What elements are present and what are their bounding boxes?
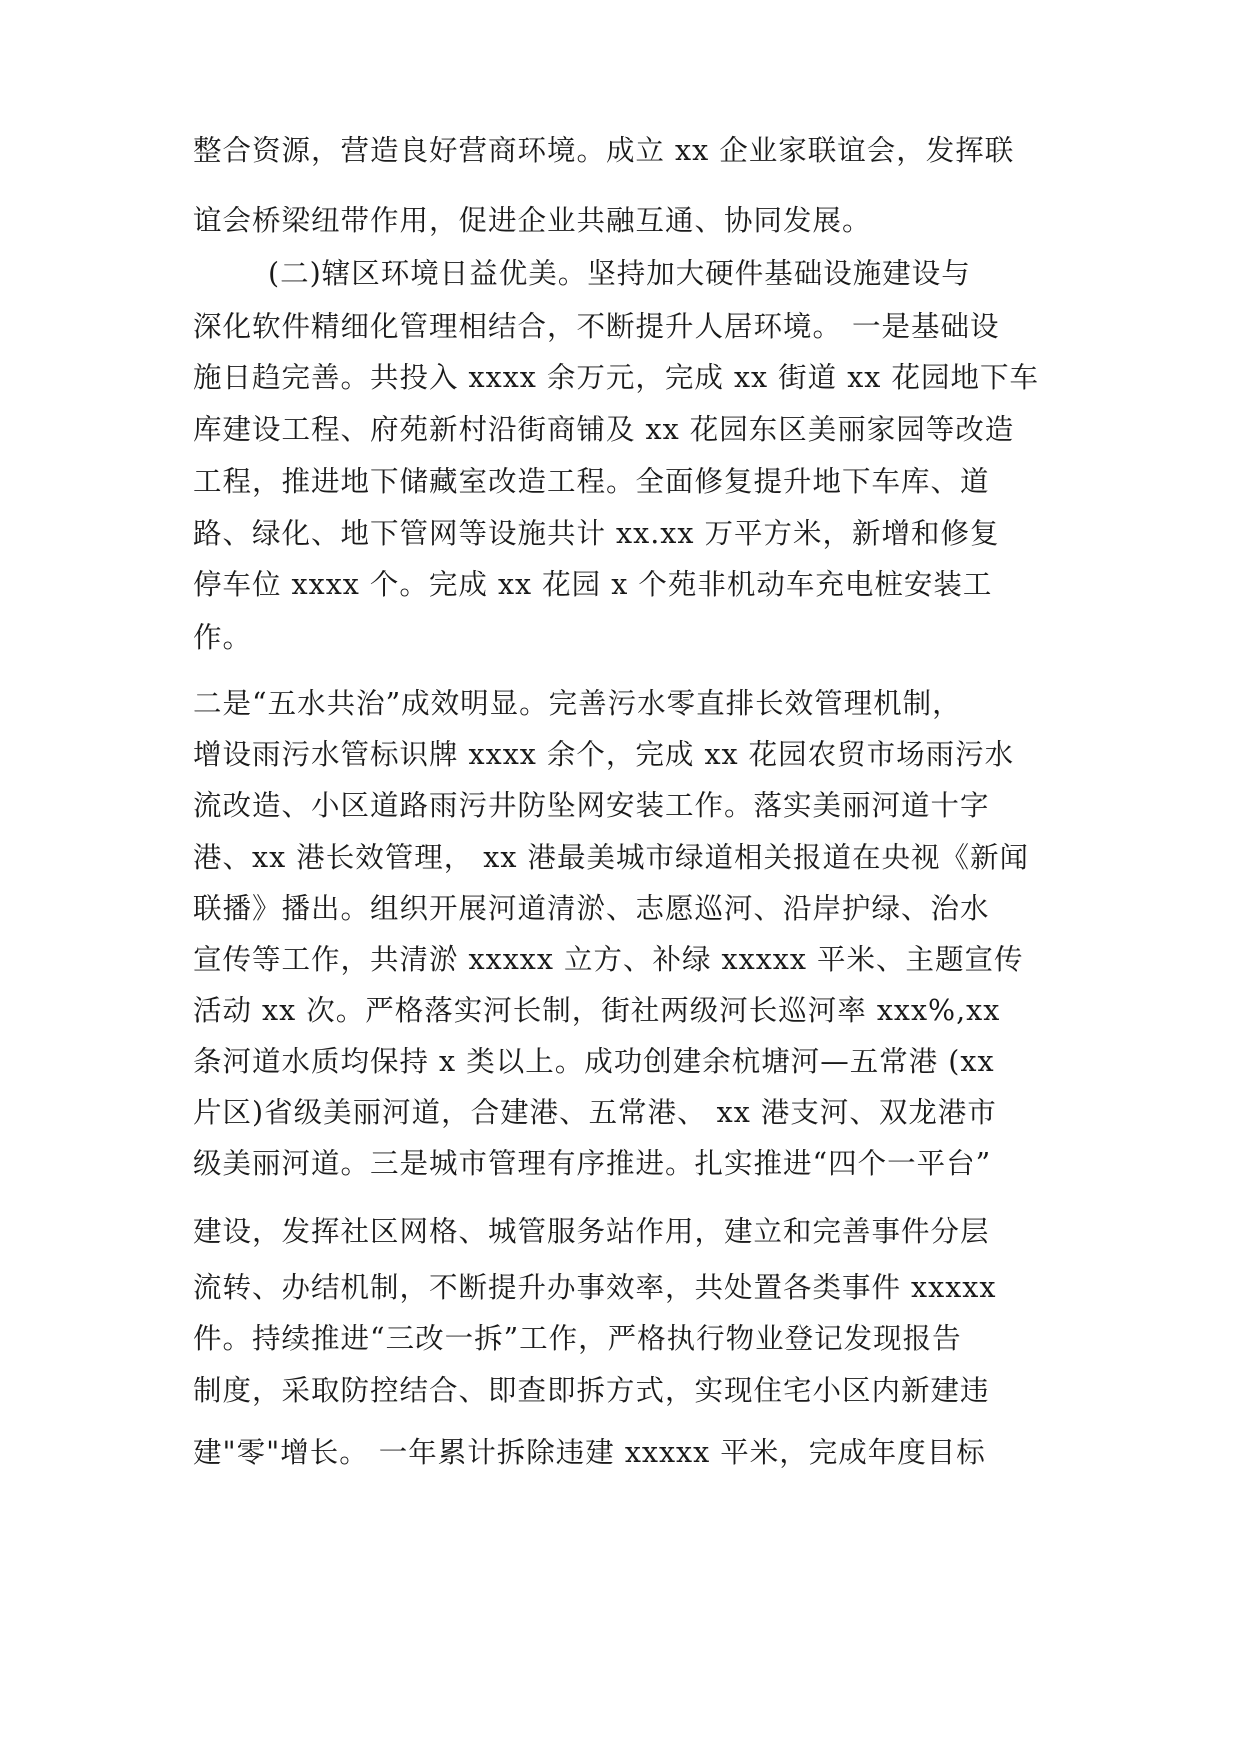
body-text-line: 活动 xx 次。严格落实河长制，街社两级河长巡河率 xxx%,xx [193, 994, 1001, 1027]
body-text-line: 建设，发挥社区网格、城管服务站作用，建立和完善事件分层 [193, 1215, 990, 1248]
body-text-line: 工程，推进地下储藏室改造工程。全面修复提升地下车库、道 [193, 465, 990, 498]
body-text-line: 路、绿化、地下管网等设施共计 xx.xx 万平方米，新增和修复 [193, 517, 1000, 550]
body-text-line: 建"零"增长。 一年累计拆除违建 xxxxx 平米，完成年度目标 [193, 1436, 986, 1469]
body-text-line: 宣传等工作，共清淤 xxxxx 立方、补绿 xxxxx 平米、主题宣传 [193, 943, 1024, 976]
body-text-line: 片区)省级美丽河道，合建港、五常港、 xx 港支河、双龙港市 [193, 1096, 997, 1129]
body-text-line: 制度，采取防控结合、即查即拆方式，实现住宅小区内新建违 [193, 1374, 990, 1407]
body-text-line: 件。持续推进“三改一拆”工作，严格执行物业登记发现报告 [193, 1322, 962, 1355]
body-text-line: 联播》播出。组织开展河道清淤、志愿巡河、沿岸护绿、治水 [193, 892, 990, 925]
body-text-line: 二是“五水共治”成效明显。完善污水零直排长效管理机制， [193, 687, 962, 720]
body-text-line: 深化软件精细化管理相结合，不断提升人居环境。 一是基础设 [193, 310, 1000, 343]
body-text-line: 施日趋完善。共投入 xxxx 余万元，完成 xx 街道 xx 花园地下车 [193, 361, 1039, 394]
body-text-line: 库建设工程、府苑新村沿街商铺及 xx 花园东区美丽家园等改造 [193, 413, 1015, 446]
body-text-line: 谊会桥梁纽带作用，促进企业共融互通、协同发展。 [193, 204, 872, 237]
body-text-line: 流改造、小区道路雨污井防坠网安装工作。落实美丽河道十字 [193, 789, 990, 822]
body-text-line: 级美丽河道。三是城市管理有序推进。扎实推进“四个一平台” [193, 1147, 992, 1180]
section-heading-line: (二)辖区环境日益优美。坚持加大硬件基础设施建设与 [268, 257, 971, 290]
body-text-line: 港、xx 港长效管理， xx 港最美城市绿道相关报道在央视《新闻 [193, 841, 1029, 874]
body-text-line: 停车位 xxxx 个。完成 xx 花园 x 个苑非机动车充电桩安装工 [193, 568, 993, 601]
body-text-line: 作。 [193, 621, 253, 654]
body-text-line: 整合资源，营造良好营商环境。成立 xx 企业家联谊会，发挥联 [193, 134, 1015, 167]
body-text-line: 流转、办结机制，不断提升办事效率，共处置各类事件 xxxxx [193, 1271, 997, 1304]
body-text-line: 条河道水质均保持 x 类以上。成功创建余杭塘河—五常港 (xx [193, 1045, 995, 1078]
body-text-line: 增设雨污水管标识牌 xxxx 余个，完成 xx 花园农贸市场雨污水 [193, 738, 1015, 771]
